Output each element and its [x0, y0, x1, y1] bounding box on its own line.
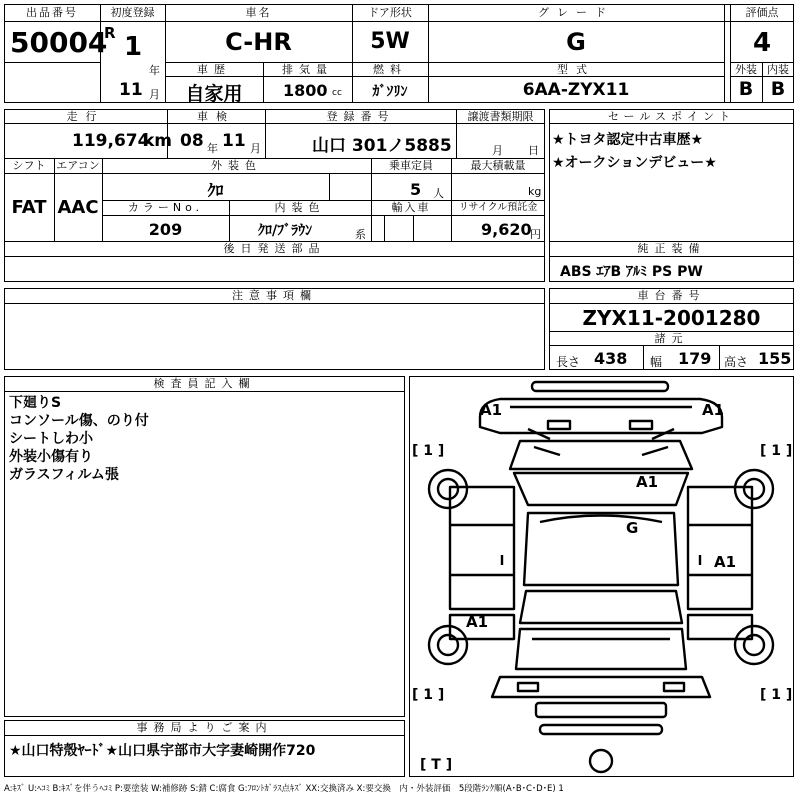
history: 自家用	[185, 83, 243, 105]
displacement-header: 排気量	[282, 63, 333, 76]
width-label: 幅	[650, 355, 663, 369]
divider	[4, 21, 794, 22]
width: 179	[678, 349, 712, 368]
note-line: シートしわ小	[9, 431, 93, 447]
model-code: 6AA-ZYX11	[522, 80, 630, 100]
damage-mark-left-door: A1	[466, 613, 489, 631]
shift-header: シフト	[12, 159, 46, 172]
max-load-unit: kg	[528, 185, 542, 198]
caution-header: 注意事項欄	[232, 289, 317, 302]
damage-diagram	[409, 376, 794, 777]
car-name: C-HR	[225, 28, 292, 56]
import-header: 輸入車	[391, 201, 431, 214]
divider	[724, 4, 725, 103]
inspection-header: 車検	[197, 110, 235, 123]
divider	[549, 303, 794, 304]
fuel: ｶﾞｿﾘﾝ	[372, 84, 408, 100]
model-header: 型式	[557, 63, 595, 76]
recycle-header: リサイクル預託金	[458, 202, 538, 213]
specs-header: 諸元	[654, 332, 689, 345]
mileage: 119,674	[72, 131, 150, 151]
divider	[719, 345, 720, 370]
transfer-deadline-header: 譲渡書類期限	[467, 110, 534, 123]
registration-year: 1	[124, 32, 143, 62]
sales-point-line-1: ★トヨタ認定中古車歴★	[552, 132, 704, 148]
recycle-unit: 円	[530, 228, 541, 241]
sales-point-line-2: ★オークションデビュー★	[552, 155, 717, 171]
length-label: 長さ	[556, 355, 581, 369]
chassis-header: 車台番号	[637, 289, 706, 302]
height: 155	[758, 349, 792, 368]
capacity: 5	[410, 180, 422, 199]
interior-color-header: 内装色	[274, 201, 326, 214]
chassis-number: ZYX11-2001280	[582, 306, 761, 330]
tire-front-right: [ 1 ]	[760, 443, 793, 459]
history-header: 車歴	[197, 63, 231, 76]
note-line: ガラスフィルム張	[9, 467, 119, 483]
inspection-month-unit: 月	[250, 142, 261, 155]
car-outline-diagram	[410, 377, 793, 776]
equipment-header: 純正装備	[637, 242, 706, 255]
inspector-notes	[9, 394, 149, 484]
equipment: ABS ｴｱB ｱﾙﾐ PS PW	[560, 264, 703, 280]
note-line: 外装小傷有り	[9, 449, 93, 465]
grade-header: グレード	[538, 6, 614, 19]
divider	[102, 215, 545, 216]
office-notice: ★山口特殼ﾔｰﾄﾞ★山口県宇部市大字妻崎開作720	[9, 743, 316, 759]
tire-front-left: [ 1 ]	[412, 443, 445, 459]
lot-number: 50004	[10, 26, 108, 59]
shift: FAT	[11, 197, 47, 218]
capacity-header: 乗車定員	[389, 159, 433, 172]
year-unit: 年	[149, 64, 160, 77]
displacement: 1800	[283, 81, 328, 100]
door-type-header: ドア形状	[368, 6, 412, 19]
transfer-month-unit: 月	[492, 144, 503, 157]
divider	[4, 173, 545, 174]
mileage-header: 走行	[66, 110, 105, 123]
divider	[549, 345, 794, 346]
exterior-color-header: 外装色	[211, 159, 262, 172]
divider	[329, 173, 330, 200]
tire-rear-left: [ 1 ]	[412, 687, 445, 703]
divider	[4, 735, 405, 736]
legend-footer: A:ｷｽﾞ U:ﾍｺﾐ B:ｷｽﾞを伴うﾍｺﾐ P:要塗装 W:補修跡 S:錆 C:腐食 G:ﾌﾛﾝﾄｶﾞﾗｽ点ｷｽﾞ XX:交換済み X:要交換 内・外装評価 5段階ﾗﾝｸ順(A･B･C･D･E) 1	[4, 784, 564, 794]
exterior-color: ｸﾛ	[207, 181, 224, 200]
sales-point-header: セールスポイント	[607, 110, 735, 123]
divider	[384, 215, 385, 241]
divider	[4, 62, 100, 63]
registration-month: 11	[119, 80, 143, 100]
plate-number: 山口 301ノ5885	[312, 136, 452, 156]
interior-grade-header: 内装	[767, 63, 789, 76]
month-unit: 月	[149, 88, 160, 101]
note-line: 下廻りS	[9, 395, 62, 411]
score-header: 評価点	[745, 6, 779, 19]
mileage-unit: km	[143, 131, 173, 151]
damage-mark-right-door: A1	[714, 553, 737, 571]
capacity-unit: 人	[433, 187, 444, 200]
color-number-header: カラーNo.	[127, 201, 204, 214]
plate-header: 登録番号	[326, 110, 395, 123]
color-number: 209	[148, 220, 183, 239]
divider	[4, 303, 545, 304]
tire-spare: [ T ]	[420, 757, 453, 773]
grade: G	[566, 28, 586, 56]
aircon: AAC	[57, 197, 99, 218]
era: R	[104, 24, 116, 42]
transfer-day-unit: 日	[528, 144, 539, 157]
inspection-year-unit: 年	[207, 142, 218, 155]
height-label: 高さ	[724, 355, 749, 369]
exterior-grade: B	[738, 78, 754, 100]
divider	[549, 256, 794, 257]
inspector-notes-header: 検査員記入欄	[153, 377, 256, 390]
fuel-header: 燃料	[373, 63, 407, 76]
damage-mark-roof: A1	[636, 473, 659, 491]
inspection-year: 08	[180, 131, 204, 151]
interior-color: ｸﾛ/ﾌﾞﾗｳﾝ	[258, 223, 313, 239]
car-name-header: 車名	[245, 6, 272, 19]
divider	[643, 345, 644, 370]
divider	[165, 76, 725, 77]
recycle-fee: 9,620	[481, 220, 532, 239]
divider	[4, 123, 545, 124]
inspection-month: 11	[222, 131, 246, 151]
interior-grade: B	[770, 78, 786, 100]
max-load-header: 最大積載量	[470, 159, 526, 172]
damage-mark-front-right: A1	[702, 401, 725, 419]
office-notice-header: 事務局よりご案内	[136, 721, 273, 734]
displacement-unit: cc	[332, 88, 342, 98]
damage-mark-front-left: A1	[480, 401, 503, 419]
divider	[549, 123, 794, 124]
divider	[4, 256, 545, 257]
note-line: コンソール傷、のり付	[9, 413, 149, 429]
exterior-grade-header: 外装	[735, 63, 757, 76]
score: 4	[752, 28, 772, 58]
tire-rear-right: [ 1 ]	[760, 687, 793, 703]
divider	[413, 215, 414, 241]
lot-number-header: 出品番号	[26, 6, 78, 19]
interior-color-unit: 系	[355, 228, 366, 241]
later-parts-header: 後日発送部品	[223, 242, 326, 255]
first-registration-header: 初度登録	[110, 6, 155, 19]
aircon-header: エアコン	[56, 159, 100, 172]
divider	[4, 391, 405, 392]
door-type: 5W	[370, 29, 410, 54]
damage-mark-glass: G	[626, 519, 639, 537]
length: 438	[594, 349, 628, 368]
